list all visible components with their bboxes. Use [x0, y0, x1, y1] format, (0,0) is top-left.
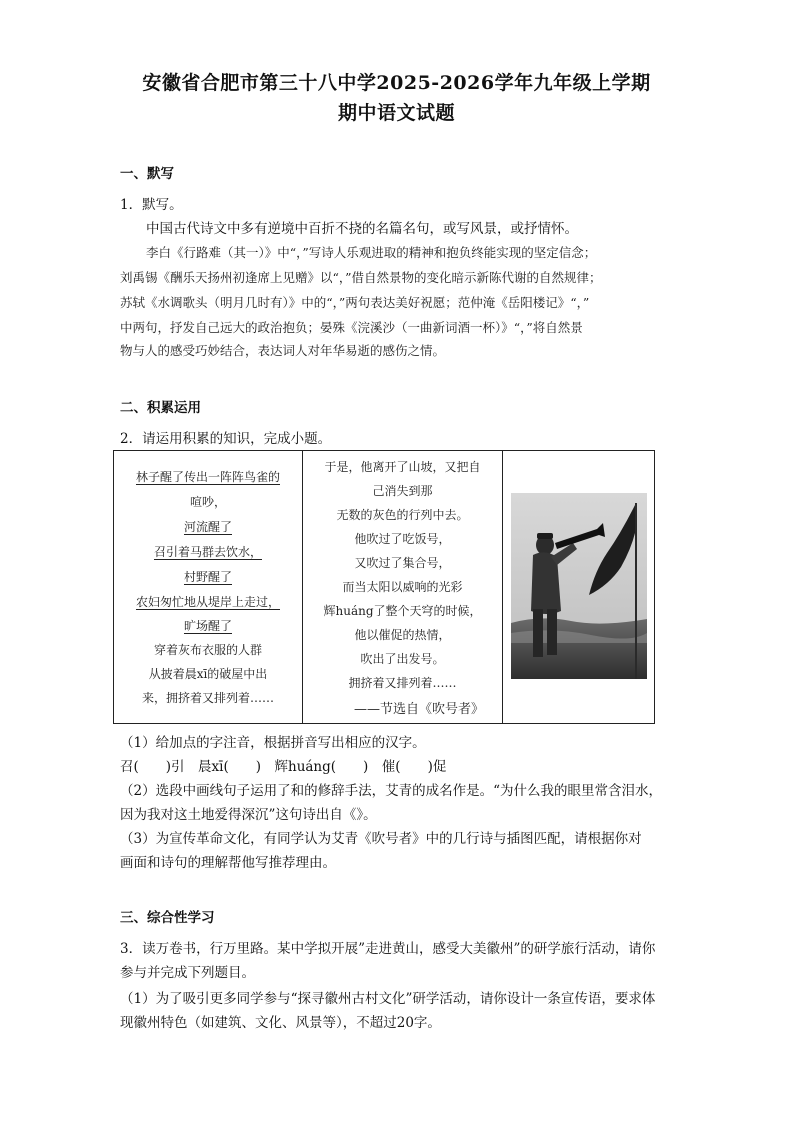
subquestion2-1-blanks: 召( )引 晨xī( ) 辉huáng( ) 催( )促 [120, 759, 447, 775]
poem-line: 河流醒了 [183, 520, 232, 534]
subquestion2-3: （3）为宣传革命文化，有同学认为艾青《吹号者》中的几行诗与插图匹配，请根据你对 [120, 831, 642, 847]
section2-heading: 二、积累运用 [120, 400, 201, 416]
poem-line: 辉huáng了整个天穹的时候， [323, 604, 482, 618]
section3-heading: 三、综合性学习 [120, 910, 215, 926]
poem-line: 旷场醒了 [183, 619, 232, 633]
question1-line: 物与人的感受巧妙结合，表达词人对年华易逝的感伤之情。 [120, 343, 446, 358]
poem-line: 又吹过了集合号， [354, 556, 451, 570]
question1-line: 中两句，抒发自己远大的政治抱负；晏殊《浣溪沙（一曲新词酒一杯）》“，”将自然景 [120, 320, 583, 335]
poem-line: 而当太阳以威响的光彩 [342, 580, 463, 594]
poem-line: 吹出了出发号。 [360, 652, 445, 666]
question3-text: 3．读万卷书，行万里路。某中学拟开展”走进黄山，感受大美徽州”的研学旅行活动，请你 [120, 941, 656, 957]
question1-line: 刘禹锡《酬乐天扬州初逢席上见赠》以“，”借自然景物的变化暗示新陈代谢的自然规律； [120, 270, 602, 285]
question3-text-cont: 参与并完成下列题目。 [120, 965, 255, 981]
subquestion2-1: （1）给加点的字注音，根据拼音写出相应的汉字。 [120, 735, 426, 751]
question1-line: 李白《行路难（其一）》中“，”写诗人乐观进取的精神和抱负终能实现的坚定信念； [146, 245, 597, 260]
poem-line: 己消失到那 [372, 484, 433, 498]
poem-line: 从披着晨xī的破屋中出 [148, 667, 268, 681]
subquestion2-2: （2）选段中画线句子运用了和的修辞手法，艾青的成名作是。“为什么我的眼里常含泪水， [120, 783, 662, 799]
bugler-photo [511, 493, 647, 679]
poem-line: 林子醒了传出一阵阵鸟雀的 [135, 470, 280, 484]
question1-label: 1．默写。 [120, 197, 183, 213]
poem-line: 无数的灰色的行列中去。 [336, 508, 469, 522]
exam-title-line2: 期中语文试题 [337, 102, 455, 124]
poem-line: 拥挤着又排列着…… [348, 676, 457, 690]
table-divider [502, 451, 503, 723]
poem-line: 于是，他离开了山坡，又把自 [324, 460, 481, 474]
subquestion2-3-cont: 画面和诗句的理解帮他写推荐理由。 [120, 855, 336, 871]
question1-intro: 中国古代诗文中多有逆境中百折不挠的名篇名句，或写风景，或抒情怀。 [146, 221, 578, 237]
poem-line: 村野醒了 [183, 570, 232, 584]
poem-line: 喧吵， [189, 495, 226, 509]
poem-line: 穿着灰布衣服的人群 [153, 643, 262, 657]
poem-line: 农妇匆忙地从堤岸上走过， [135, 595, 280, 609]
subquestion3-1: （1）为了吸引更多同学参与“探寻徽州古村文化”研学活动，请你设计一条宣传语，要求体 [120, 991, 656, 1007]
poem-line: 来，拥挤着又排列着…… [141, 691, 274, 705]
poem-line: 他以催促的热情， [354, 628, 451, 642]
poem-source: ——节选自《吹号者》 [353, 702, 484, 717]
section1-heading: 一、默写 [120, 166, 174, 182]
poem-line: 召引着马群去饮水， [153, 545, 262, 559]
subquestion2-2-cont: 因为我对这土地爱得深沉”这句诗出自《》。 [120, 807, 377, 823]
poem-table [113, 450, 655, 724]
poem-line: 他吹过了吃饭号， [354, 532, 451, 546]
question1-line: 苏轼《水调歌头（明月几时有）》中的“，”两句表达美好祝愿；范仲淹《岳阳楼记》“，” [120, 295, 590, 310]
exam-title-line1: 安徽省合肥市第三十八中学2025-2026学年九年级上学期 [142, 72, 651, 94]
subquestion3-1-cont: 现徽州特色（如建筑、文化、风景等），不超过20字。 [120, 1015, 441, 1031]
question2-label: 2．请运用积累的知识，完成小题。 [120, 431, 332, 447]
